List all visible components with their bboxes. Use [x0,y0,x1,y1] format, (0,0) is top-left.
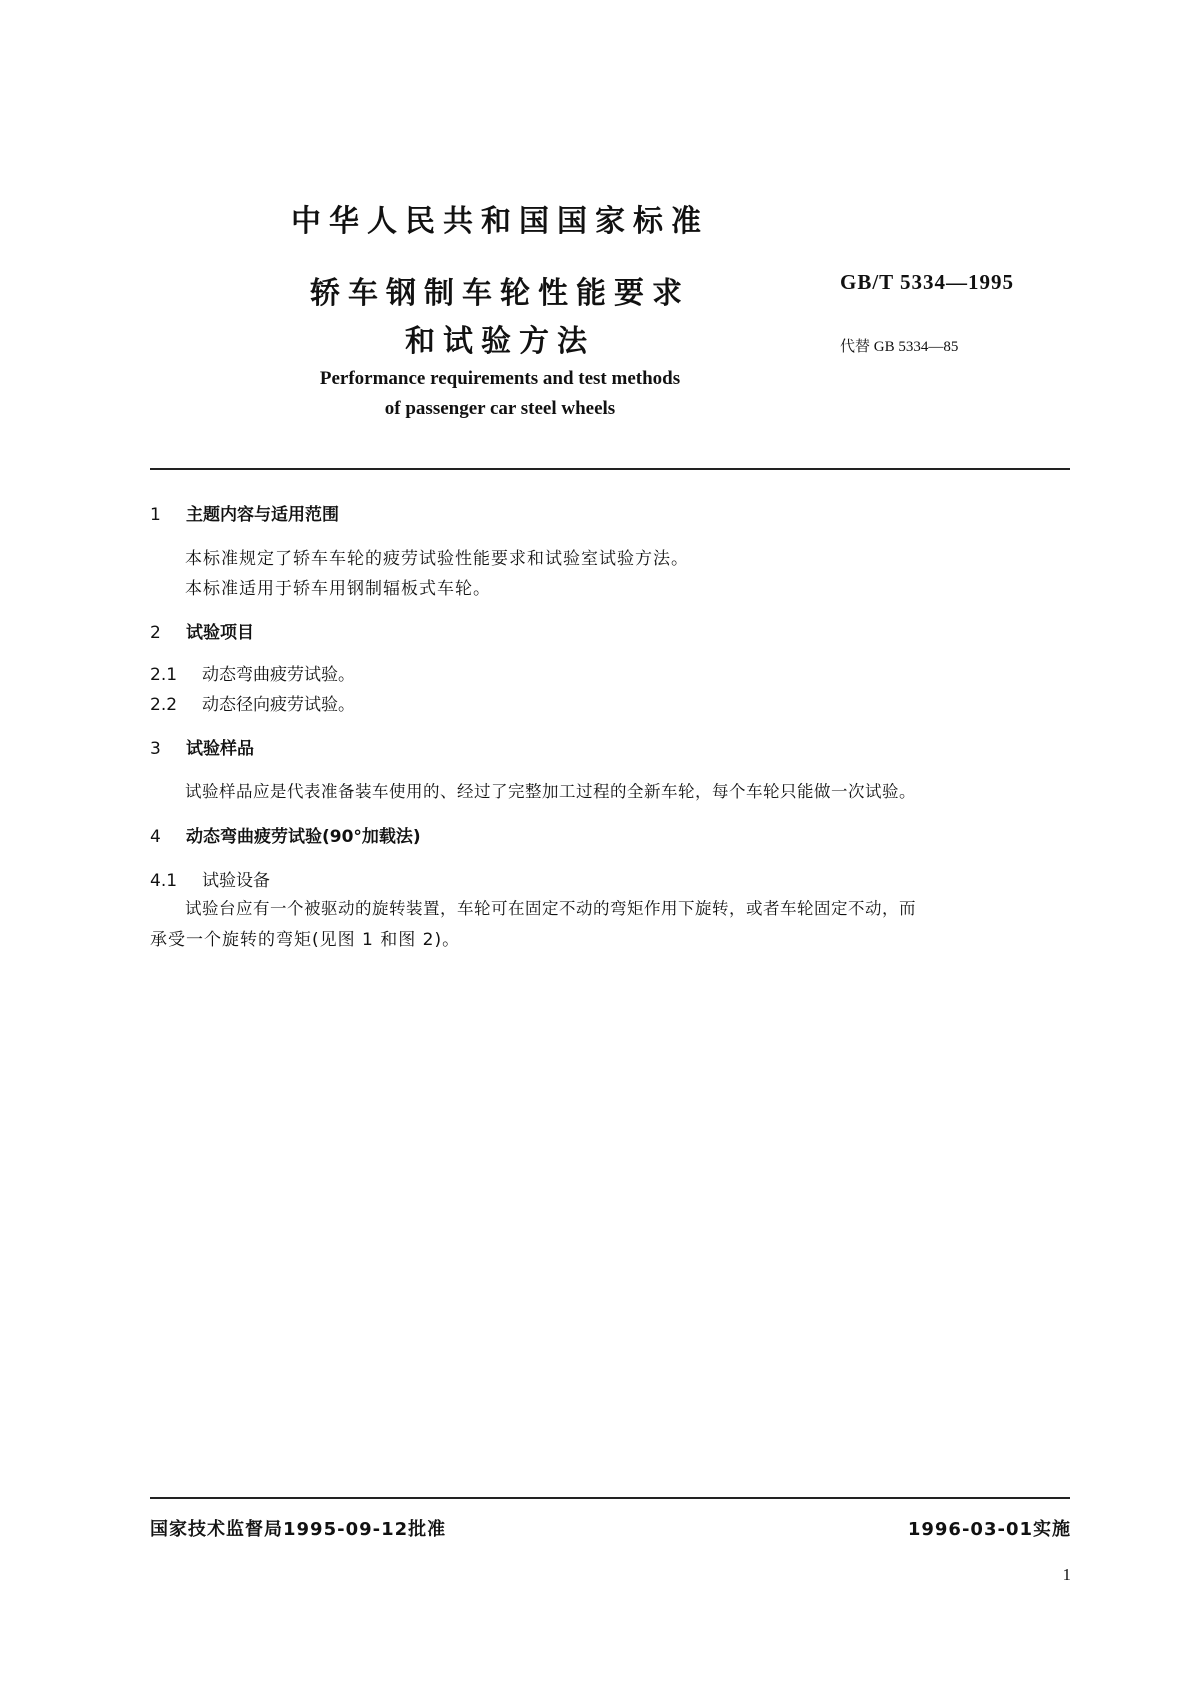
section-1-paragraph-1: 本标准规定了轿车车轮的疲劳试验性能要求和试验室试验方法。 [185,549,689,569]
section-2-item-1 [150,660,355,685]
section-2-item-2-text: 动态径向疲劳试验。 [202,695,355,715]
section-2-heading [150,618,254,643]
section-1-heading [150,500,339,525]
section-4-item-1-text: 试验设备 [202,871,270,891]
section-4-paragraph-line-1: 试验台应有一个被驱动的旋转装置，车轮可在固定不动的弯矩作用下旋转，或者车轮固定不动，而 [185,899,916,918]
approval-line: 国家技术监督局1995-09-12批准 [150,1519,447,1540]
section-3-paragraph: 试验样品应是代表准备装车使用的、经过了完整加工过程的全新车轮，每个车轮只能做一次试验。 [185,782,916,801]
section-3-number: 3 [150,739,161,759]
section-4-paragraph-line-2: 承受一个旋转的弯矩(见图 1 和图 2)。 [150,930,461,950]
title-cn-line2: 和试验方法 [405,324,595,359]
section-2-item-1-text: 动态弯曲疲劳试验。 [202,665,355,685]
title-divider [150,468,1070,470]
title-en-line2: of passenger car steel wheels [384,398,616,419]
footer-divider [150,1497,1070,1499]
section-2-title: 试验项目 [186,623,254,643]
title-cn-line1: 轿车钢制车轮性能要求 [310,276,690,311]
section-2-item-2-number: 2.2 [150,695,178,715]
section-3-title: 试验样品 [186,739,254,759]
replaces-note: 代替 GB 5334—85 [840,339,959,355]
national-standard-heading: 中华人民共和国国家标准 [291,204,709,239]
section-1-number: 1 [150,505,161,525]
section-4-item-1 [150,866,270,891]
section-1-title: 主题内容与适用范围 [186,505,339,525]
section-2-item-2 [150,690,355,715]
title-en-line1: Performance requirements and test methods [319,368,681,389]
section-4-number: 4 [150,827,161,847]
section-4-heading [150,822,421,847]
section-1-paragraph-2: 本标准适用于轿车用钢制辐板式车轮。 [185,579,491,599]
section-4-title: 动态弯曲疲劳试验(90°加载法) [186,827,421,847]
implementation-line: 1996-03-01实施 [907,1519,1071,1540]
section-2-item-1-number: 2.1 [150,665,178,685]
section-3-heading [150,734,254,759]
section-4-item-1-number: 4.1 [150,871,178,891]
section-2-number: 2 [150,623,161,643]
standard-code-text: GB/T 5334—1995 [840,270,1015,294]
page-number: 1 [1062,1565,1071,1584]
